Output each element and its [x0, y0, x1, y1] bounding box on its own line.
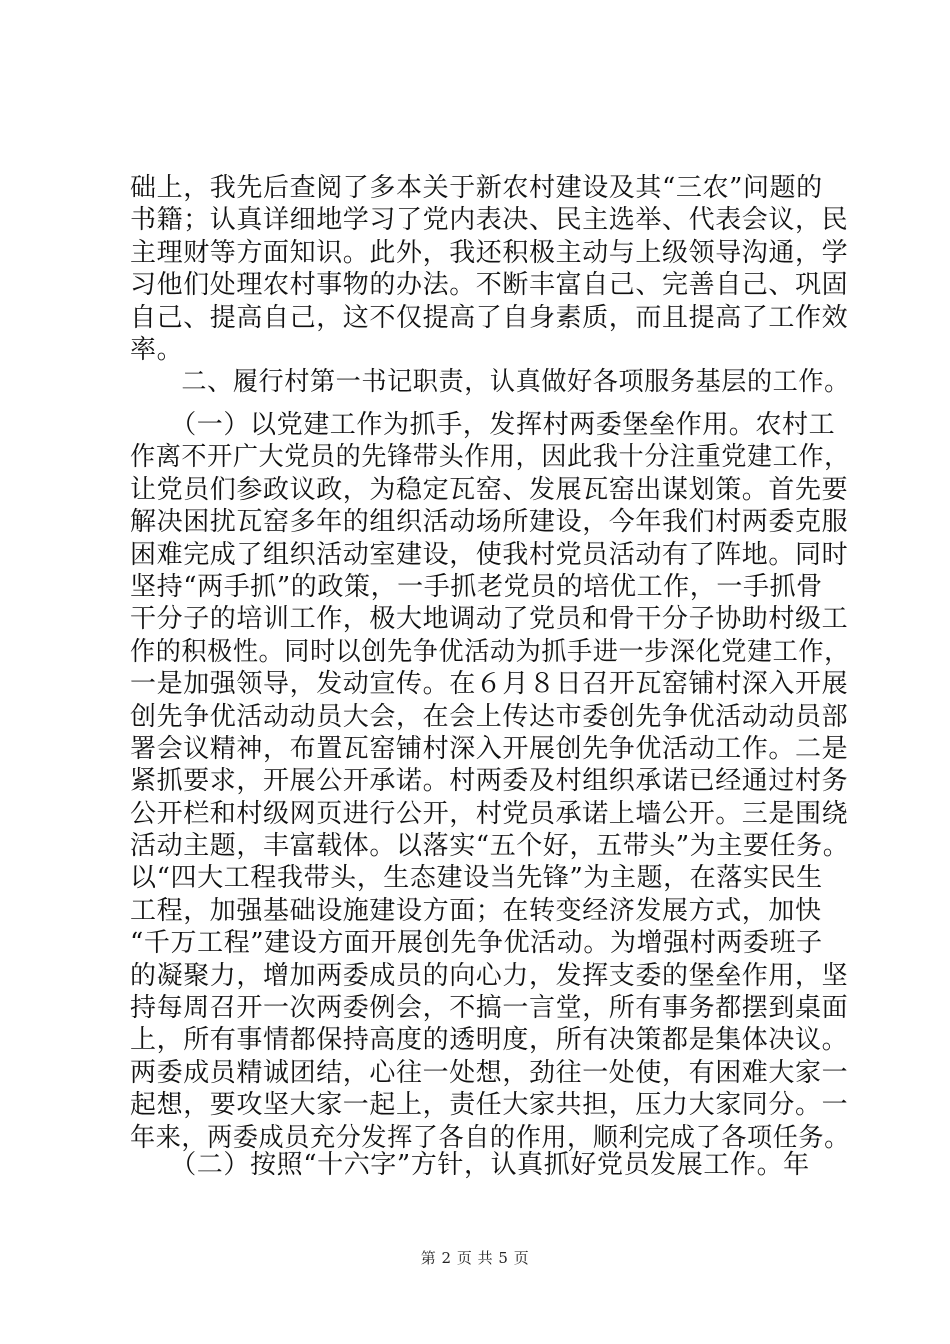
text-line: 公开栏和村级网页进行公开，村党员承诺上墙公开。三是围绕: [130, 798, 849, 829]
text-line: 困难完成了组织活动室建设，使我村党员活动有了阵地。同时: [130, 539, 849, 570]
text-line: 解决困扰瓦窑多年的组织活动场所建设，今年我们村两委克服: [130, 507, 849, 538]
text-line: 作的积极性。同时以创先争优活动为抓手进一步深化党建工作，: [130, 636, 850, 667]
text-line: 署会议精神，布置瓦窑铺村深入开展创先争优活动工作。二是: [130, 733, 849, 764]
text-line: 起想，要攻坚大家一起上，责任大家共担，压力大家同分。一: [130, 1090, 849, 1121]
text-line: 活动主题，丰富载体。以落实“五个好，五带头”为主要任务。: [130, 831, 850, 862]
text-line: 创先争优活动动员大会，在会上传达市委创先争优活动动员部: [130, 701, 849, 732]
text-line: 坚持“两手抓”的政策，一手抓老党员的培优工作，一手抓骨: [130, 571, 823, 602]
text-line: 以“四大工程我带头，生态建设当先锋”为主题，在落实民生: [130, 863, 823, 894]
paragraph-2: [130, 409, 850, 1154]
page-footer: 第 2 页 共 5 页: [420, 1249, 530, 1267]
paragraph-1: [130, 172, 850, 399]
text-line: 紧抓要求，开展公开承诺。村两委及村组织承诺已经通过村务: [130, 766, 849, 797]
text-line: 的凝聚力，增加两委成员的向心力，发挥支委的堡垒作用，坚: [130, 960, 849, 991]
text-line: 让党员们参政议政，为稳定瓦窑、发展瓦窑出谋划策。首先要: [130, 474, 849, 505]
text-line: 持每周召开一次两委例会，不搞一言堂，所有事务都摆到桌面: [130, 993, 849, 1024]
text-line: 础上，我先后查阅了多本关于新农村建设及其“三农”问题的: [130, 173, 823, 203]
text-line: 上，所有事情都保持高度的透明度，所有决策都是集体决议。: [130, 1025, 849, 1056]
text-line: 主理财等方面知识。此外，我还积极主动与上级领导沟通，学: [130, 237, 849, 268]
text-line: “千万工程”建设方面开展创先争优活动。为增强村两委班子: [130, 928, 823, 959]
text-line: 年来，两委成员充分发挥了各自的作用，顺利完成了各项任务。: [130, 1122, 850, 1153]
text-line: 作离不开广大党员的先锋带头作用，因此我十分注重党建工作，: [130, 442, 850, 473]
text-line: 干分子的培训工作，极大地调动了党员和骨干分子协助村级工: [130, 604, 849, 635]
text-line: （一）以党建工作为抓手，发挥村两委堡垒作用。农村工: [130, 410, 836, 440]
paragraph-3: [130, 1149, 850, 1181]
text-line: 两委成员精诚团结，心往一处想，劲往一处使，有困难大家一: [130, 1057, 849, 1088]
text-line: 自己、提高自己，这不仅提高了自身素质，而且提高了工作效: [130, 302, 849, 333]
text-line: 二、履行村第一书记职责，认真做好各项服务基层的工作。: [130, 367, 850, 398]
text-line: 习他们处理农村事物的办法。不断丰富自己、完善自己、巩固: [130, 270, 849, 301]
text-line: 率。: [130, 334, 184, 365]
text-line: 书籍；认真详细地学习了党内表决、民主选举、代表会议，民: [130, 205, 849, 236]
text-line: （二）按照“十六字”方针，认真抓好党员发展工作。年: [130, 1150, 810, 1180]
text-line: 工程，加强基础设施建设方面；在转变经济发展方式，加快: [130, 895, 822, 926]
text-line: 一是加强领导，发动宣传。在６月８日召开瓦窑铺村深入开展: [130, 669, 849, 700]
